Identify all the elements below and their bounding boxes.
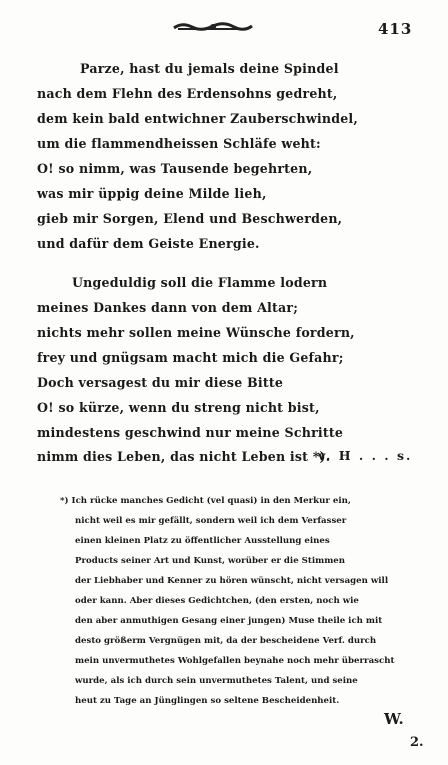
footnote-line: Products seiner Art und Kunst, worüber er die Stimmen [75, 556, 346, 566]
footnote-signature: W. [384, 710, 404, 728]
verse-line: nimm dies Leben, das nicht Leben ist *). [37, 449, 331, 464]
footnote-line: mein unvermuthetes Wohlgefallen beynahe noch mehr überrascht [75, 656, 395, 666]
verse-line: frey und gnügsam macht mich die Gefahr; [37, 350, 344, 365]
verse-line: um die flammendheissen Schläfe weht: [37, 136, 321, 151]
verse-line: Doch versagest du mir diese Bitte [37, 375, 284, 390]
footnote-line: oder kann. Aber dieses Gedichtchen, (den ersten, noch wie [75, 596, 359, 606]
footnote-line: einen kleinen Platz zu öffentlicher Ausstellung eines [75, 536, 330, 546]
verse-line: dem kein bald entwichner Zauberschwindel, [37, 111, 359, 126]
poem-signature: v. H . . . s. [318, 448, 413, 463]
verse-line: nichts mehr sollen meine Wünsche fordern, [37, 325, 355, 340]
footnote-line: heut zu Tage an Jünglingen so seltene Bescheidenheit. [75, 696, 340, 706]
verse-line: nach dem Flehn des Erdensohns gedreht, [37, 86, 338, 101]
footnote-line: der Liebhaber und Kenner zu hören wünscht, nicht versagen will [75, 576, 389, 586]
verse-line: O! so nimm, was Tausende begehrten, [37, 161, 313, 176]
verse-line: meines Dankes dann von dem Altar; [37, 300, 299, 315]
verse-line: und dafür dem Geiste Energie. [37, 236, 260, 251]
page-number: 413 [378, 20, 413, 38]
verse-line: gieb mir Sorgen, Elend und Beschwerden, [37, 211, 343, 226]
verse-line: mindestens geschwind nur meine Schritte [37, 425, 344, 440]
verse-line: was mir üppig deine Milde lieh, [37, 186, 267, 201]
catchword: 2. [410, 735, 424, 750]
verse-line: Parze, hast du jemals deine Spindel [80, 61, 339, 76]
verse-line: O! so kürze, wenn du streng nicht bist, [37, 400, 320, 415]
footnote-line: den aber anmuthigen Gesang einer jungen) Muse theile ich mit [75, 616, 383, 626]
footnote-line: wurde, als ich durch sein unvermuthetes Talent, und seine [75, 676, 358, 686]
ornament-icon [172, 20, 254, 34]
footnote-line: desto größerm Vergnügen mit, da der bescheidene Verf. durch [75, 636, 377, 646]
footnote-line: nicht weil es mir gefällt, sondern weil ich dem Verfasser [75, 516, 347, 526]
footnote-line: *) Ich rücke manches Gedicht (vel quasi) in den Merkur ein, [60, 496, 351, 506]
verse-line: Ungeduldig soll die Flamme lodern [72, 275, 328, 290]
